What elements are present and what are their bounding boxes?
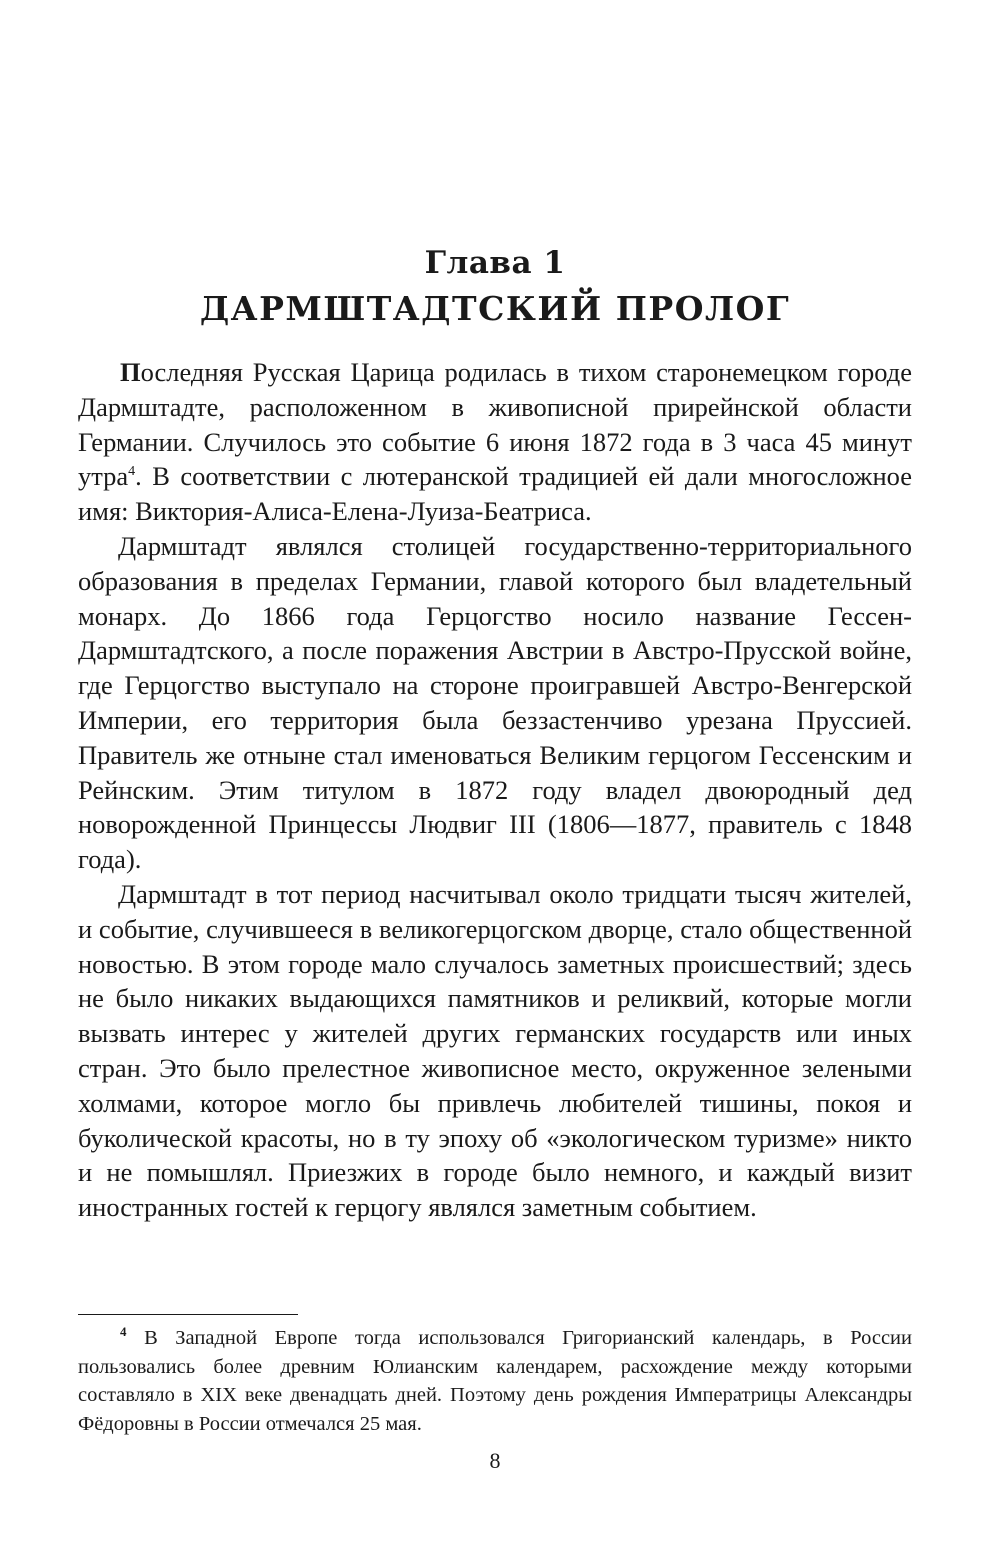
paragraph-3: Дармштадт в тот период насчитывал около тридцати тысяч жителей, и событие, случившееся в великогерцогском дворце, стало общественной новостью. В этом городе мало случалось заметных происшествий; здесь не было никаких выдающихся памятников и реликвий, которые могли вызвать интерес у жителей других германских государств или иных стран. Это было прелестное живописное место, окруженное зелеными холмами, которое могло бы привлечь любителей тишины, покоя и буколической красоты, но в ту эпоху об «экологическом туризме» никто и не помышлял. Приезжих в городе было немного, и каждый визит иностранных гостей к герцогу являлся заметным событием. bbox=[78, 878, 912, 1223]
footnote-divider bbox=[78, 1314, 298, 1315]
footnote-text: В Западной Европе тогда использовался Григорианский календарь, в России пользовались более древним Юлианским календарем, расхождение между которыми составляло в XIX веке двенадцать дней. Поэтому день рождения Императрицы Александры Фёдоровны в России отмечался 25 мая. bbox=[78, 1327, 912, 1435]
paragraph-1-text-continued: . В соответствии с лютеранской традицией ей дали многосложное имя: Виктория-Алиса-Елена-Луиза-Беатриса. bbox=[78, 461, 912, 527]
footnote-reference: 4 bbox=[128, 464, 136, 480]
footnote bbox=[78, 1324, 912, 1438]
body-text bbox=[78, 355, 912, 1225]
initial-letter: П bbox=[120, 357, 141, 387]
page-number: 8 bbox=[489, 1448, 501, 1473]
chapter-title: ДАРМШТАДТСКИЙ ПРОЛОГ bbox=[199, 289, 791, 328]
paragraph-2: Дармштадт являлся столицей государственно-территориального образования в пределах Германии, главой которого был владетельный монарх. До 1866 года Герцогство носило название Гессен-Дармштадтского, а после поражения Австрии в Австро-Прусской войне, где Герцогство выступало на стороне проигравшей Австро-Венгерской Империи, его территория была беззастенчиво урезана Пруссией. Правитель же отныне стал именоваться Великим герцогом Гессенским и Рейнским. Этим титулом в 1872 году владел двоюродный дед новорожденной Принцессы Людвиг III (1806—1877, правитель с 1848 года). bbox=[78, 530, 912, 875]
paragraph-1 bbox=[78, 355, 912, 529]
paragraph-1-text: оследняя Русская Царица родилась в тихом старонемецком городе Дармштадте, расположенном в живописной прирейнской области Германии. Случилось это событие 6 июня 1872 года в 3 часа 45 минут утра bbox=[78, 357, 912, 492]
chapter-number: Глава 1 bbox=[424, 245, 566, 281]
footnote-mark: 4 bbox=[120, 1324, 127, 1340]
book-page bbox=[78, 0, 912, 1554]
